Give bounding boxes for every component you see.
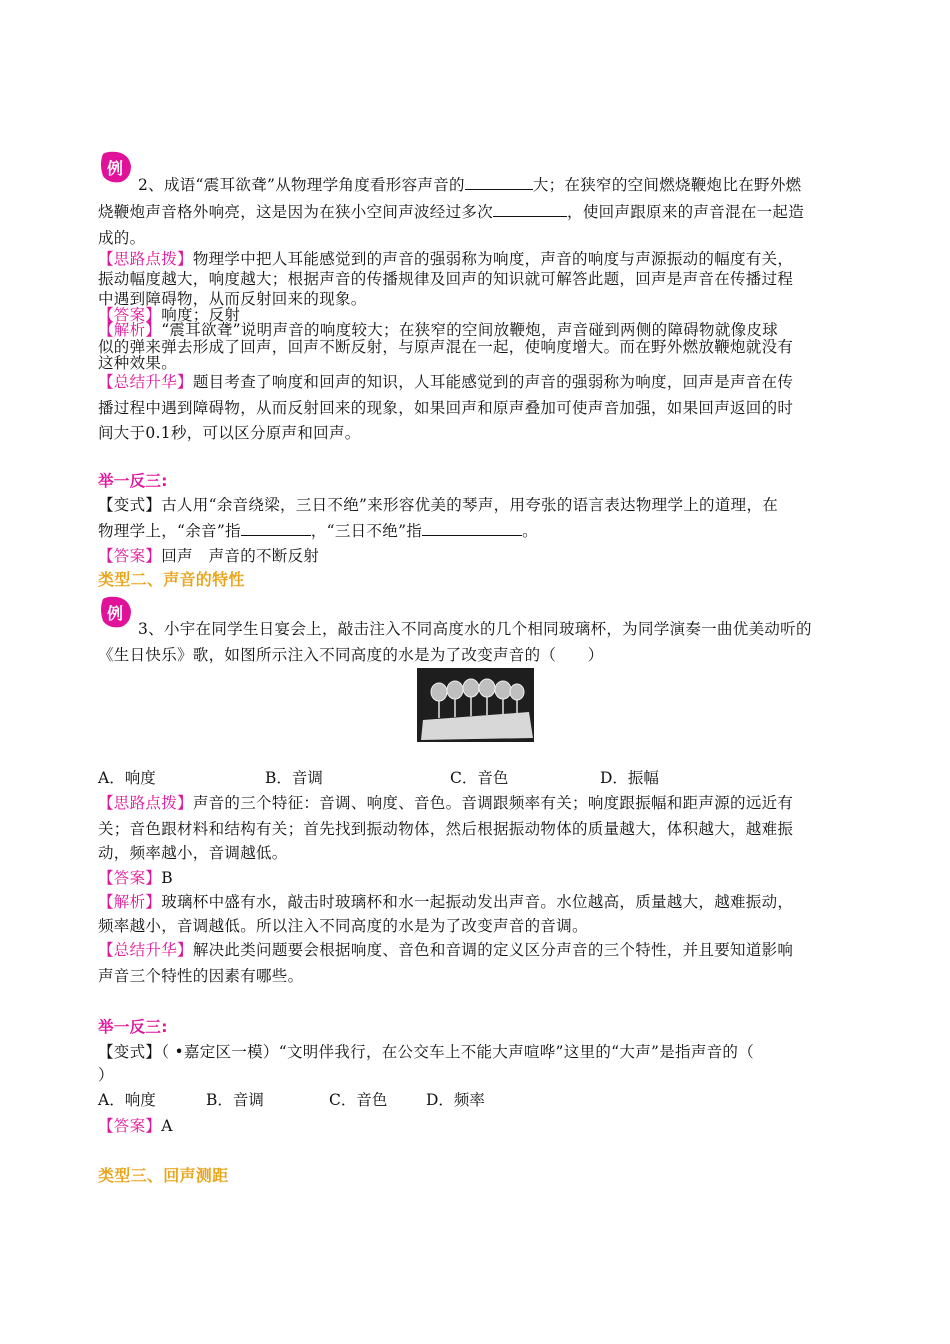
option-c[interactable]: C．音色 [329,1091,388,1109]
answer-blank[interactable] [241,519,311,536]
example2-question-line1: 2、成语“震耳欲聋”从物理学角度看形容声音的 大；在狭窄的空间燃烧鞭炮比在野外燃 [138,173,801,197]
example3-summary-line2: 声音三个特性的因素有哪些。 [98,967,304,985]
example-badge-icon [97,150,133,186]
svg-text:例: 例 [106,604,124,623]
example3-question-line2: 《生日快乐》歌，如图所示注入不同高度的水是为了改变声音的（ ） [98,646,604,664]
answer-blank[interactable] [422,519,522,536]
example2-question-line3: 成的。 [98,229,146,247]
variant2-question-line2: ） [98,1066,114,1084]
option-b[interactable]: B．音调 [265,769,323,787]
variant2-answer: 【答案】A [98,1117,173,1135]
example2-analysis-line1: 【解析】“震耳欲聋”说明声音的响度较大；在狭窄的空间放鞭炮，声音碰到两侧的障碍物就像皮球 [98,321,779,339]
example2-summary-line1: 【总结升华】题目考查了响度和回声的知识，人耳能感觉到的声音的强弱称为响度，回声是声音在传 [98,373,794,391]
example2-question-line2: 烧鞭炮声音格外响亮，这是因为在狭小空间声波经过多次 ，使回声跟原来的声音混在一起造 [98,200,804,224]
example2-hint-line3: 中遇到障碍物，从而反射回来的现象。 [98,290,367,308]
option-a[interactable]: A．响度 [98,1091,156,1109]
example3-summary-line1: 【总结升华】解决此类问题要会根据响度、音色和音调的定义区分声音的三个特性，并且要知道影响 [98,941,794,959]
option-b[interactable]: B．音调 [206,1091,264,1109]
example2-summary-line2: 播过程中遇到障碍物，从而反射回来的现象，如果回声和原声叠加可使声音加强，如果回声返回的时 [98,399,794,417]
example3-answer: 【答案】B [98,869,173,887]
svg-text:例: 例 [106,159,124,178]
answer-blank[interactable] [493,200,567,217]
example3-hint-line3: 动，频率越小，音调越低。 [98,844,288,862]
variant1-question-line1: 【变式】古人用“余音绕梁，三日不绝”来形容优美的琴声，用夸张的语言表达物理学上的道理，在 [98,496,779,514]
glasses-photo [417,668,534,742]
example2-analysis-line3: 这种效果。 [98,354,178,372]
variant2-heading: 举一反三: [98,1018,168,1036]
variant1-heading: 举一反三: [98,472,168,490]
variant1-answer: 【答案】回声 声音的不断反射 [98,547,320,565]
example3-hint-line1: 【思路点拨】声音的三个特征：音调、响度、音色。音调跟频率有关；响度跟振幅和距声源的远近有 [98,794,794,812]
answer-blank[interactable] [465,173,533,190]
example2-summary-line3: 间大于0.1秒，可以区分原声和回声。 [98,424,361,442]
example2-hint-line2: 振动幅度越大，响度越大；根据声音的传播规律及回声的知识就可解答此题，回声是声音在传播过程 [98,270,794,288]
example-badge-icon [97,595,133,631]
example2-answer: 【答案】响度；反射 [98,306,241,324]
example3-question-line1: 3、小宇在同学生日宴会上，敲击注入不同高度水的几个相同玻璃杯，为同学演奏一曲优美动听的 [138,620,812,638]
example3-hint-line2: 关；音色跟材料和结构有关；首先找到振动物体，然后根据振动物体的质量越大，体积越大，越难振 [98,820,794,838]
type2-heading: 类型二、声音的特性 [98,570,245,589]
option-d[interactable]: D．振幅 [600,769,659,787]
variant1-question-line2: 物理学上，“余音”指 ，“三日不绝”指 。 [98,519,538,543]
example2-hint-line1: 【思路点拨】物理学中把人耳能感觉到的声音的强弱称为响度，声音的响度与声源振动的幅度有关， [98,250,794,268]
example3-analysis-line1: 【解析】玻璃杯中盛有水，敲击时玻璃杯和水一起振动发出声音。水位越高，质量越大，越难振动， [98,893,794,911]
example3-analysis-line2: 频率越小，音调越低。所以注入不同高度的水是为了改变声音的音调。 [98,917,588,935]
type3-heading: 类型三、回声测距 [98,1166,229,1185]
example2-analysis-line2: 似的弹来弹去形成了回声，回声不断反射，与原声混在一起，使响度增大。而在野外燃放鞭炮就没有 [98,338,794,356]
option-a[interactable]: A．响度 [98,769,156,787]
option-c[interactable]: C．音色 [450,769,509,787]
option-d[interactable]: D．频率 [426,1091,485,1109]
variant2-question-line1: 【变式】（ •嘉定区一模）“文明伴我行，在公交车上不能大声喧哗”这里的“大声”是指声音的（ [98,1043,755,1061]
